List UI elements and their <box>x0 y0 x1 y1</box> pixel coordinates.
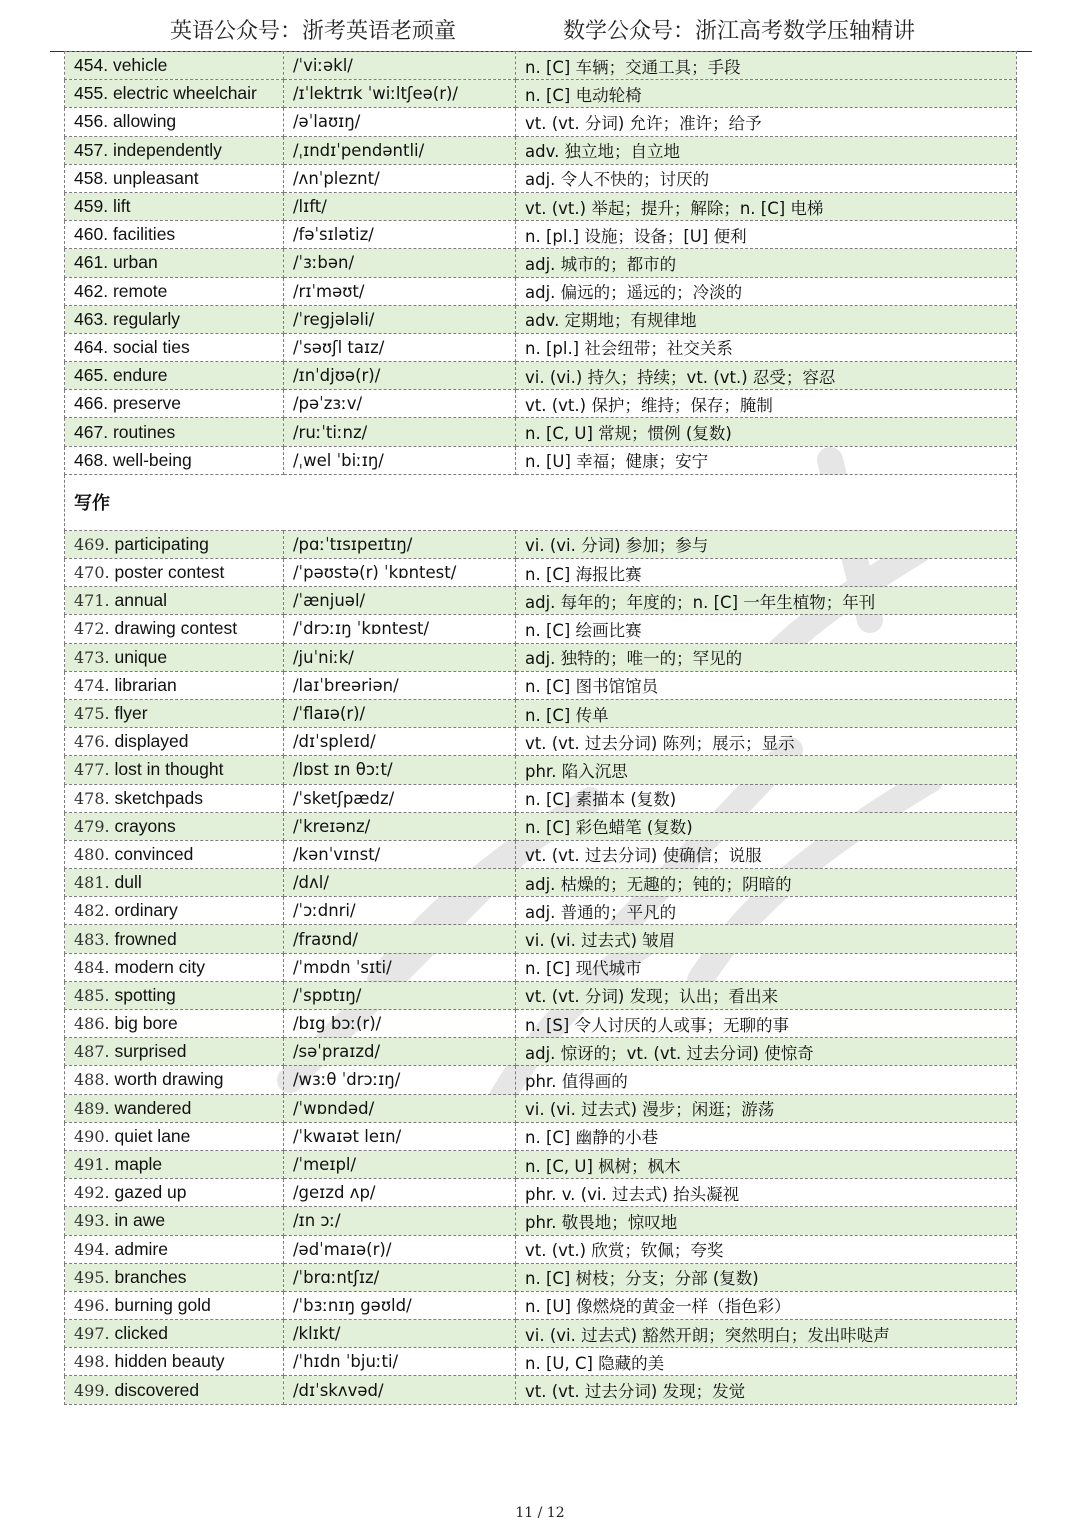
meaning-cell: vi. (vi. 过去式) 漫步；闲逛；游荡 <box>516 1094 1017 1122</box>
entry-word: electric wheelchair <box>112 83 257 104</box>
table-row <box>65 953 1017 981</box>
meaning-cell: vi. (vi. 过去式) 豁然开朗；突然明白；发出咔哒声 <box>516 1320 1017 1348</box>
word-cell <box>65 164 284 192</box>
entry-word: dull <box>114 872 142 893</box>
entry-word: regularly <box>112 308 181 329</box>
entry-number: 454. <box>74 55 109 76</box>
phonetic-cell: /ɪnˈdjʊə(r)/ <box>284 362 516 390</box>
table-row <box>65 981 1017 1009</box>
meaning-cell: vt. (vt. 分词) 发现；认出；看出来 <box>516 981 1017 1009</box>
table-row <box>65 277 1017 305</box>
entry-word: routines <box>112 421 176 442</box>
table-row <box>65 164 1017 192</box>
entry-number: 455. <box>74 83 109 104</box>
word-cell <box>65 756 284 784</box>
entry-number: 499. <box>74 1380 110 1400</box>
table-row <box>65 530 1017 558</box>
meaning-cell: vt. (vt. 分词) 允许；准许；给予 <box>516 108 1017 136</box>
word-cell <box>65 1010 284 1038</box>
phonetic-cell: /ˈsketʃpædz/ <box>284 784 516 812</box>
entry-number: 473. <box>74 647 110 667</box>
vocab-rows-reading <box>65 52 1017 475</box>
word-cell <box>65 1263 284 1291</box>
table-row <box>65 1094 1017 1122</box>
entry-word: gazed up <box>114 1182 187 1203</box>
entry-word: clicked <box>114 1323 168 1344</box>
word-cell <box>65 1291 284 1319</box>
word-cell <box>65 953 284 981</box>
table-row <box>65 305 1017 333</box>
word-cell <box>65 362 284 390</box>
meaning-cell: adv. 独立地；自立地 <box>516 136 1017 164</box>
phonetic-cell: /rɪˈməʊt/ <box>284 277 516 305</box>
entry-word: admire <box>114 1238 168 1259</box>
entry-number: 484. <box>74 957 110 977</box>
entry-number: 478. <box>74 788 110 808</box>
word-cell <box>65 699 284 727</box>
table-row <box>65 643 1017 671</box>
entry-word: endure <box>112 365 168 386</box>
word-cell <box>65 305 284 333</box>
entry-number: 469. <box>74 534 110 554</box>
table-row <box>65 418 1017 446</box>
entry-word: vehicle <box>112 55 168 76</box>
entry-number: 480. <box>74 844 110 864</box>
meaning-cell: n. [C] 树枝；分支；分部 (复数) <box>516 1263 1017 1291</box>
word-cell <box>65 192 284 220</box>
entry-number: 471. <box>74 591 110 611</box>
entry-word: flyer <box>114 703 148 724</box>
meaning-cell: adj. 城市的；都市的 <box>516 249 1017 277</box>
entry-word: librarian <box>114 674 177 695</box>
entry-word: in awe <box>114 1210 166 1231</box>
word-cell <box>65 1235 284 1263</box>
phonetic-cell: /ˈmɒdn ˈsɪti/ <box>284 953 516 981</box>
meaning-cell: n. [C] 车辆；交通工具；手段 <box>516 52 1017 80</box>
phonetic-cell: /fəˈsɪlətiz/ <box>284 221 516 249</box>
entry-word: wandered <box>114 1097 192 1118</box>
entry-number: 481. <box>74 873 110 893</box>
phonetic-cell: /wɜːθ ˈdrɔːɪŋ/ <box>284 1066 516 1094</box>
meaning-cell: n. [C, U] 常规；惯例 (复数) <box>516 418 1017 446</box>
entry-word: independently <box>112 139 222 160</box>
entry-word: spotting <box>114 984 176 1005</box>
word-cell <box>65 333 284 361</box>
vocabulary-table <box>64 51 1017 1405</box>
phonetic-cell: /ˈwɒndəd/ <box>284 1094 516 1122</box>
phonetic-cell: /ˈdrɔːɪŋ ˈkɒntest/ <box>284 615 516 643</box>
word-cell <box>65 643 284 671</box>
section-row <box>65 474 1017 530</box>
entry-number: 468. <box>74 449 109 470</box>
meaning-cell: n. [C] 现代城市 <box>516 953 1017 981</box>
phonetic-cell: /dʌl/ <box>284 869 516 897</box>
meaning-cell: n. [pl.] 设施；设备；[U] 便利 <box>516 221 1017 249</box>
meaning-cell: phr. 值得画的 <box>516 1066 1017 1094</box>
entry-word: unpleasant <box>112 167 199 188</box>
entry-number: 466. <box>74 393 109 414</box>
entry-word: poster contest <box>114 562 225 583</box>
meaning-cell: adj. 惊讶的；vt. (vt. 过去分词) 使惊奇 <box>516 1038 1017 1066</box>
word-cell <box>65 1179 284 1207</box>
entry-word: big bore <box>114 1013 178 1034</box>
entry-number: 476. <box>74 732 110 752</box>
word-cell <box>65 869 284 897</box>
entry-number: 472. <box>74 619 110 639</box>
entry-word: burning gold <box>114 1294 211 1315</box>
phonetic-cell: /ˈkwaɪət leɪn/ <box>284 1122 516 1150</box>
word-cell <box>65 418 284 446</box>
word-cell <box>65 52 284 80</box>
table-row <box>65 390 1017 418</box>
phonetic-cell: /ˈmeɪpl/ <box>284 1150 516 1178</box>
phonetic-cell: /laɪˈbreəriən/ <box>284 671 516 699</box>
entry-word: remote <box>112 280 168 301</box>
phonetic-cell: /fraʊnd/ <box>284 925 516 953</box>
word-cell <box>65 1038 284 1066</box>
entry-word: surprised <box>114 1041 187 1062</box>
entry-number: 490. <box>74 1126 110 1146</box>
phonetic-cell: /lɪft/ <box>284 192 516 220</box>
table-row <box>65 192 1017 220</box>
entry-number: 470. <box>74 563 110 583</box>
phonetic-cell: /lɒst ɪn θɔːt/ <box>284 756 516 784</box>
phonetic-cell: /pəˈzɜːv/ <box>284 390 516 418</box>
table-row <box>65 52 1017 80</box>
entry-number: 463. <box>74 308 109 329</box>
meaning-cell: n. [C] 图书馆馆员 <box>516 671 1017 699</box>
table-row <box>65 1010 1017 1038</box>
meaning-cell: adj. 偏远的；遥远的；冷淡的 <box>516 277 1017 305</box>
entry-word: hidden beauty <box>114 1351 225 1372</box>
phonetic-cell: /dɪˈspleɪd/ <box>284 728 516 756</box>
meaning-cell: n. [U] 幸福；健康；安宁 <box>516 446 1017 474</box>
entry-number: 495. <box>74 1267 110 1287</box>
phonetic-cell: /ɪˈlektrɪk ˈwiːltʃeə(r)/ <box>284 80 516 108</box>
table-row <box>65 362 1017 390</box>
entry-word: convinced <box>114 843 194 864</box>
phonetic-cell: /geɪzd ʌp/ <box>284 1179 516 1207</box>
phonetic-cell: /ˈɔːdnri/ <box>284 897 516 925</box>
entry-word: sketchpads <box>114 787 204 808</box>
meaning-cell: adj. 独特的；唯一的；罕见的 <box>516 643 1017 671</box>
table-row <box>65 446 1017 474</box>
entry-number: 460. <box>74 224 109 245</box>
phonetic-cell: /ʌnˈpleznt/ <box>284 164 516 192</box>
table-row <box>65 615 1017 643</box>
phonetic-cell: /səˈpraɪzd/ <box>284 1038 516 1066</box>
entry-number: 498. <box>74 1352 110 1372</box>
phonetic-cell: /ˈspɒtɪŋ/ <box>284 981 516 1009</box>
meaning-cell: n. [S] 令人讨厌的人或事；无聊的事 <box>516 1010 1017 1038</box>
word-cell <box>65 1207 284 1235</box>
word-cell <box>65 812 284 840</box>
table-row <box>65 1291 1017 1319</box>
phonetic-cell: /ˈbrɑːntʃɪz/ <box>284 1263 516 1291</box>
entry-number: 491. <box>74 1155 110 1175</box>
english-account-label: 英语公众号：浙考英语老顽童 <box>170 19 457 44</box>
meaning-cell: vt. (vt. 过去分词) 陈列；展示；显示 <box>516 728 1017 756</box>
word-cell <box>65 1320 284 1348</box>
meaning-cell: n. [pl.] 社会纽带；社交关系 <box>516 333 1017 361</box>
word-cell <box>65 671 284 699</box>
word-cell <box>65 1348 284 1376</box>
entry-word: facilities <box>112 224 176 245</box>
entry-number: 465. <box>74 365 109 386</box>
table-row <box>65 756 1017 784</box>
meaning-cell: vt. (vt. 过去分词) 发现；发觉 <box>516 1376 1017 1404</box>
phonetic-cell: /ədˈmaɪə(r)/ <box>284 1235 516 1263</box>
table-row <box>65 1038 1017 1066</box>
meaning-cell: n. [C] 传单 <box>516 699 1017 727</box>
word-cell <box>65 1376 284 1404</box>
table-row <box>65 869 1017 897</box>
entry-number: 461. <box>74 252 109 273</box>
math-account-label: 数学公众号：浙江高考数学压轴精讲 <box>563 19 916 44</box>
meaning-cell: n. [C] 电动轮椅 <box>516 80 1017 108</box>
word-cell <box>65 1094 284 1122</box>
entry-word: displayed <box>114 731 189 752</box>
phonetic-cell: /ˈpəʊstə(r) ˈkɒntest/ <box>284 559 516 587</box>
meaning-cell: n. [C] 素描本 (复数) <box>516 784 1017 812</box>
phonetic-cell: /ˈɜːbən/ <box>284 249 516 277</box>
table-row <box>65 1348 1017 1376</box>
entry-number: 486. <box>74 1014 110 1034</box>
entry-word: ordinary <box>114 900 178 921</box>
phonetic-cell: /ruːˈtiːnz/ <box>284 418 516 446</box>
phonetic-cell: /ˈkreɪənz/ <box>284 812 516 840</box>
entry-word: lost in thought <box>114 759 224 780</box>
phonetic-cell: /ˈviːəkl/ <box>284 52 516 80</box>
meaning-cell: n. [C] 幽静的小巷 <box>516 1122 1017 1150</box>
entry-word: allowing <box>112 111 177 132</box>
entry-number: 477. <box>74 760 110 780</box>
entry-word: frowned <box>114 928 177 949</box>
entry-number: 488. <box>74 1070 110 1090</box>
word-cell <box>65 587 284 615</box>
entry-word: social ties <box>112 336 190 357</box>
entry-number: 467. <box>74 421 109 442</box>
word-cell <box>65 136 284 164</box>
meaning-cell: n. [C] 彩色蜡笔 (复数) <box>516 812 1017 840</box>
entry-word: preserve <box>112 393 182 414</box>
entry-number: 474. <box>74 675 110 695</box>
entry-number: 493. <box>74 1211 110 1231</box>
entry-number: 482. <box>74 901 110 921</box>
table-row <box>65 897 1017 925</box>
table-row <box>65 1179 1017 1207</box>
phonetic-cell: /ˈflaɪə(r)/ <box>284 699 516 727</box>
entry-word: lift <box>112 196 131 217</box>
meaning-cell: phr. v. (vi. 过去式) 抬头凝视 <box>516 1179 1017 1207</box>
word-cell <box>65 390 284 418</box>
entry-number: 492. <box>74 1183 110 1203</box>
word-cell <box>65 221 284 249</box>
word-cell <box>65 1150 284 1178</box>
meaning-cell: vi. (vi. 过去式) 皱眉 <box>516 925 1017 953</box>
phonetic-cell: /əˈlaʊɪŋ/ <box>284 108 516 136</box>
word-cell <box>65 981 284 1009</box>
table-row <box>65 587 1017 615</box>
phonetic-cell: /dɪˈskʌvəd/ <box>284 1376 516 1404</box>
entry-word: unique <box>114 646 168 667</box>
word-cell <box>65 615 284 643</box>
word-cell <box>65 80 284 108</box>
entry-number: 459. <box>74 196 109 217</box>
entry-number: 494. <box>74 1239 110 1259</box>
phonetic-cell: /bɪg bɔː(r)/ <box>284 1010 516 1038</box>
entry-number: 496. <box>74 1295 110 1315</box>
meaning-cell: vi. (vi.) 持久；持续；vt. (vt.) 忍受；容忍 <box>516 362 1017 390</box>
meaning-cell: n. [C] 海报比赛 <box>516 559 1017 587</box>
entry-number: 464. <box>74 336 109 357</box>
table-row <box>65 559 1017 587</box>
word-cell <box>65 530 284 558</box>
table-row <box>65 1207 1017 1235</box>
table-row <box>65 671 1017 699</box>
meaning-cell: n. [U] 像燃烧的黄金一样（指色彩） <box>516 1291 1017 1319</box>
meaning-cell: vt. (vt.) 举起；提升；解除；n. [C] 电梯 <box>516 192 1017 220</box>
word-cell <box>65 925 284 953</box>
table-row <box>65 80 1017 108</box>
meaning-cell: adj. 普通的；平凡的 <box>516 897 1017 925</box>
table-row <box>65 136 1017 164</box>
entry-number: 483. <box>74 929 110 949</box>
table-row <box>65 1320 1017 1348</box>
entry-word: discovered <box>114 1379 200 1400</box>
entry-word: annual <box>114 590 168 611</box>
entry-word: urban <box>112 252 158 273</box>
meaning-cell: vi. (vi. 分词) 参加；参与 <box>516 530 1017 558</box>
phonetic-cell: /ˌwel ˈbiːɪŋ/ <box>284 446 516 474</box>
phonetic-cell: /ˈsəʊʃl taɪz/ <box>284 333 516 361</box>
word-cell <box>65 1066 284 1094</box>
entry-word: modern city <box>114 956 205 977</box>
phonetic-cell: /pɑːˈtɪsɪpeɪtɪŋ/ <box>284 530 516 558</box>
phonetic-cell: /juˈniːk/ <box>284 643 516 671</box>
entry-number: 456. <box>74 111 109 132</box>
table-row <box>65 728 1017 756</box>
entry-number: 487. <box>74 1042 110 1062</box>
table-row <box>65 1235 1017 1263</box>
entry-number: 458. <box>74 167 109 188</box>
table-row <box>65 1066 1017 1094</box>
entry-word: branches <box>114 1266 187 1287</box>
entry-word: worth drawing <box>114 1069 224 1090</box>
entry-word: participating <box>114 533 209 554</box>
meaning-cell: vt. (vt.) 欣赏；钦佩；夸奖 <box>516 1235 1017 1263</box>
table-row <box>65 784 1017 812</box>
table-row <box>65 699 1017 727</box>
table-row <box>65 840 1017 868</box>
meaning-cell: n. [U, C] 隐藏的美 <box>516 1348 1017 1376</box>
section-title: 写作 <box>65 474 1017 530</box>
entry-number: 462. <box>74 280 109 301</box>
meaning-cell: adj. 每年的；年度的；n. [C] 一年生植物；年刊 <box>516 587 1017 615</box>
entry-number: 479. <box>74 816 110 836</box>
entry-word: well-being <box>112 449 192 470</box>
meaning-cell: phr. 陷入沉思 <box>516 756 1017 784</box>
entry-number: 497. <box>74 1324 110 1344</box>
page-header <box>0 8 1080 42</box>
meaning-cell: adv. 定期地；有规律地 <box>516 305 1017 333</box>
table-row <box>65 1122 1017 1150</box>
word-cell <box>65 784 284 812</box>
meaning-cell: phr. 敬畏地；惊叹地 <box>516 1207 1017 1235</box>
word-cell <box>65 897 284 925</box>
meaning-cell: adj. 枯燥的；无趣的；钝的；阴暗的 <box>516 869 1017 897</box>
entry-word: crayons <box>114 815 176 836</box>
entry-number: 485. <box>74 985 110 1005</box>
table-row <box>65 812 1017 840</box>
table-row <box>65 249 1017 277</box>
phonetic-cell: /kənˈvɪnst/ <box>284 840 516 868</box>
phonetic-cell: /ˈænjuəl/ <box>284 587 516 615</box>
meaning-cell: n. [C] 绘画比赛 <box>516 615 1017 643</box>
word-cell <box>65 1122 284 1150</box>
page-number: 11 / 12 <box>515 1505 565 1521</box>
phonetic-cell: /ˈhɪdn ˈbjuːti/ <box>284 1348 516 1376</box>
meaning-cell: vt. (vt.) 保护；维持；保存；腌制 <box>516 390 1017 418</box>
word-cell <box>65 446 284 474</box>
word-cell <box>65 249 284 277</box>
meaning-cell: n. [C, U] 枫树；枫木 <box>516 1150 1017 1178</box>
table-row <box>65 333 1017 361</box>
word-cell <box>65 728 284 756</box>
phonetic-cell: /ˈbɜːnɪŋ gəʊld/ <box>284 1291 516 1319</box>
word-cell <box>65 840 284 868</box>
phonetic-cell: /ɪn ɔː/ <box>284 1207 516 1235</box>
entry-word: drawing contest <box>114 618 238 639</box>
phonetic-cell: /ˌɪndɪˈpendəntli/ <box>284 136 516 164</box>
word-cell <box>65 559 284 587</box>
table-row <box>65 1263 1017 1291</box>
table-row <box>65 221 1017 249</box>
meaning-cell: adj. 令人不快的；讨厌的 <box>516 164 1017 192</box>
entry-number: 475. <box>74 704 110 724</box>
table-row <box>65 1376 1017 1404</box>
word-cell <box>65 108 284 136</box>
table-row <box>65 1150 1017 1178</box>
entry-number: 489. <box>74 1098 110 1118</box>
phonetic-cell: /ˈregjələli/ <box>284 305 516 333</box>
table-row <box>65 108 1017 136</box>
entry-number: 457. <box>74 139 109 160</box>
phonetic-cell: /klɪkt/ <box>284 1320 516 1348</box>
word-cell <box>65 277 284 305</box>
vocab-rows-writing <box>65 530 1017 1404</box>
meaning-cell: vt. (vt. 过去分词) 使确信；说服 <box>516 840 1017 868</box>
entry-word: quiet lane <box>114 1125 191 1146</box>
table-row <box>65 925 1017 953</box>
entry-word: maple <box>114 1154 163 1175</box>
